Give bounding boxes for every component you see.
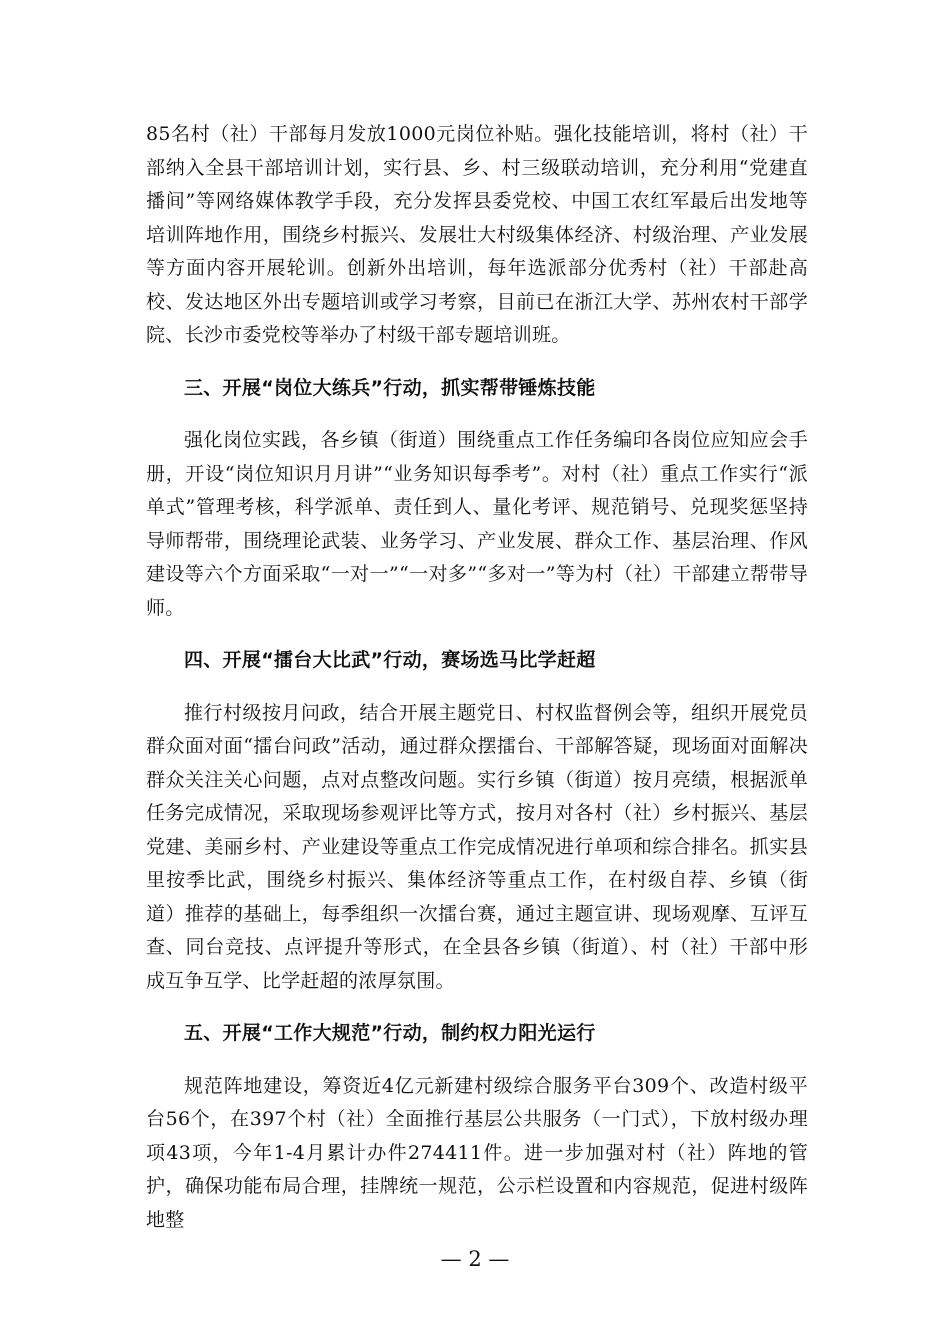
paragraph-arena-contest: 推行村级按月问政，结合开展主题党日、村权监督例会等，组织开展党员群众面对面“擂台问政”活动，通过群众摆擂台、干部解答疑，现场面对面解决群众关注关心问题，点对点整改问题。实行乡镇（街道）按月亮绩，根据派单任务完成情况，采取现场参观评比等方式，按月对各村（社）乡村振兴、基层党建、美丽乡村、产业建设等重点工作完成情况进行单项和综合排名。抓实县里按季比武，围绕乡村振兴、集体经济等重点工作，在村级自荐、乡镇（街道）推荐的基础上，每季组织一次擂台赛，通过主题宣讲、现场观摩、互评互查、同台竞技、点评提升等形式，在全县各乡镇（街道）、村（社）干部中形成互争互学、比学赶超的浓厚氛围。: [146, 701, 808, 992]
paragraph-work-standards: 规范阵地建设，筹资近4亿元新建村级综合服务平台309个、改造村级平台56个，在397个村（社）全面推行基层公共服务（一门式），下放村级办理项43项，今年1-4月累计办件274411件。进一步加强对村（社）阵地的管护，确保功能布局合理，挂牌统一规范，公示栏设置和内容规范，促进村级阵地整: [146, 1074, 808, 1231]
document-body: [146, 118, 808, 1237]
paragraph-post-practice: 强化岗位实践，各乡镇（街道）围绕重点工作任务编印各岗位应知应会手册，开设“岗位知识月月讲”“业务知识每季考”。对村（社）重点工作实行“派单式”管理考核，科学派单、责任到人、量化考评、规范销号、兑现奖惩坚持导师帮带，围绕理论武装、业务学习、产业发展、群众工作、基层治理、作风建设等六个方面采取“一对一”“一对多”“多对一”等为村（社）干部建立帮带导师。: [146, 429, 808, 619]
page-number: — 2 —: [440, 1247, 510, 1271]
section-heading-4: 四、开展“擂台大比武”行动，赛场选马比学赶超: [184, 649, 596, 671]
section-heading-5: 五、开展“工作大规范”行动，制约权力阳光运行: [184, 1022, 596, 1044]
paragraph-training: 85名村（社）干部每月发放1000元岗位补贴。强化技能培训，将村（社）干部纳入全县干部培训计划，实行县、乡、村三级联动培训，充分利用“党建直播间”等网络媒体教学手段，充分发挥县委党校、中国工农红军最后出发地等培训阵地作用，围绕乡村振兴、发展壮大村级集体经济、村级治理、产业发展等方面内容开展轮训。创新外出培训，每年选派部分优秀村（社）干部赴高校、发达地区外出专题培训或学习考察，目前已在浙江大学、苏州农村干部学院、长沙市委党校等举办了村级干部专题培训班。: [146, 123, 808, 346]
section-heading-3: 三、开展“岗位大练兵”行动，抓实帮带锤炼技能: [184, 376, 596, 399]
